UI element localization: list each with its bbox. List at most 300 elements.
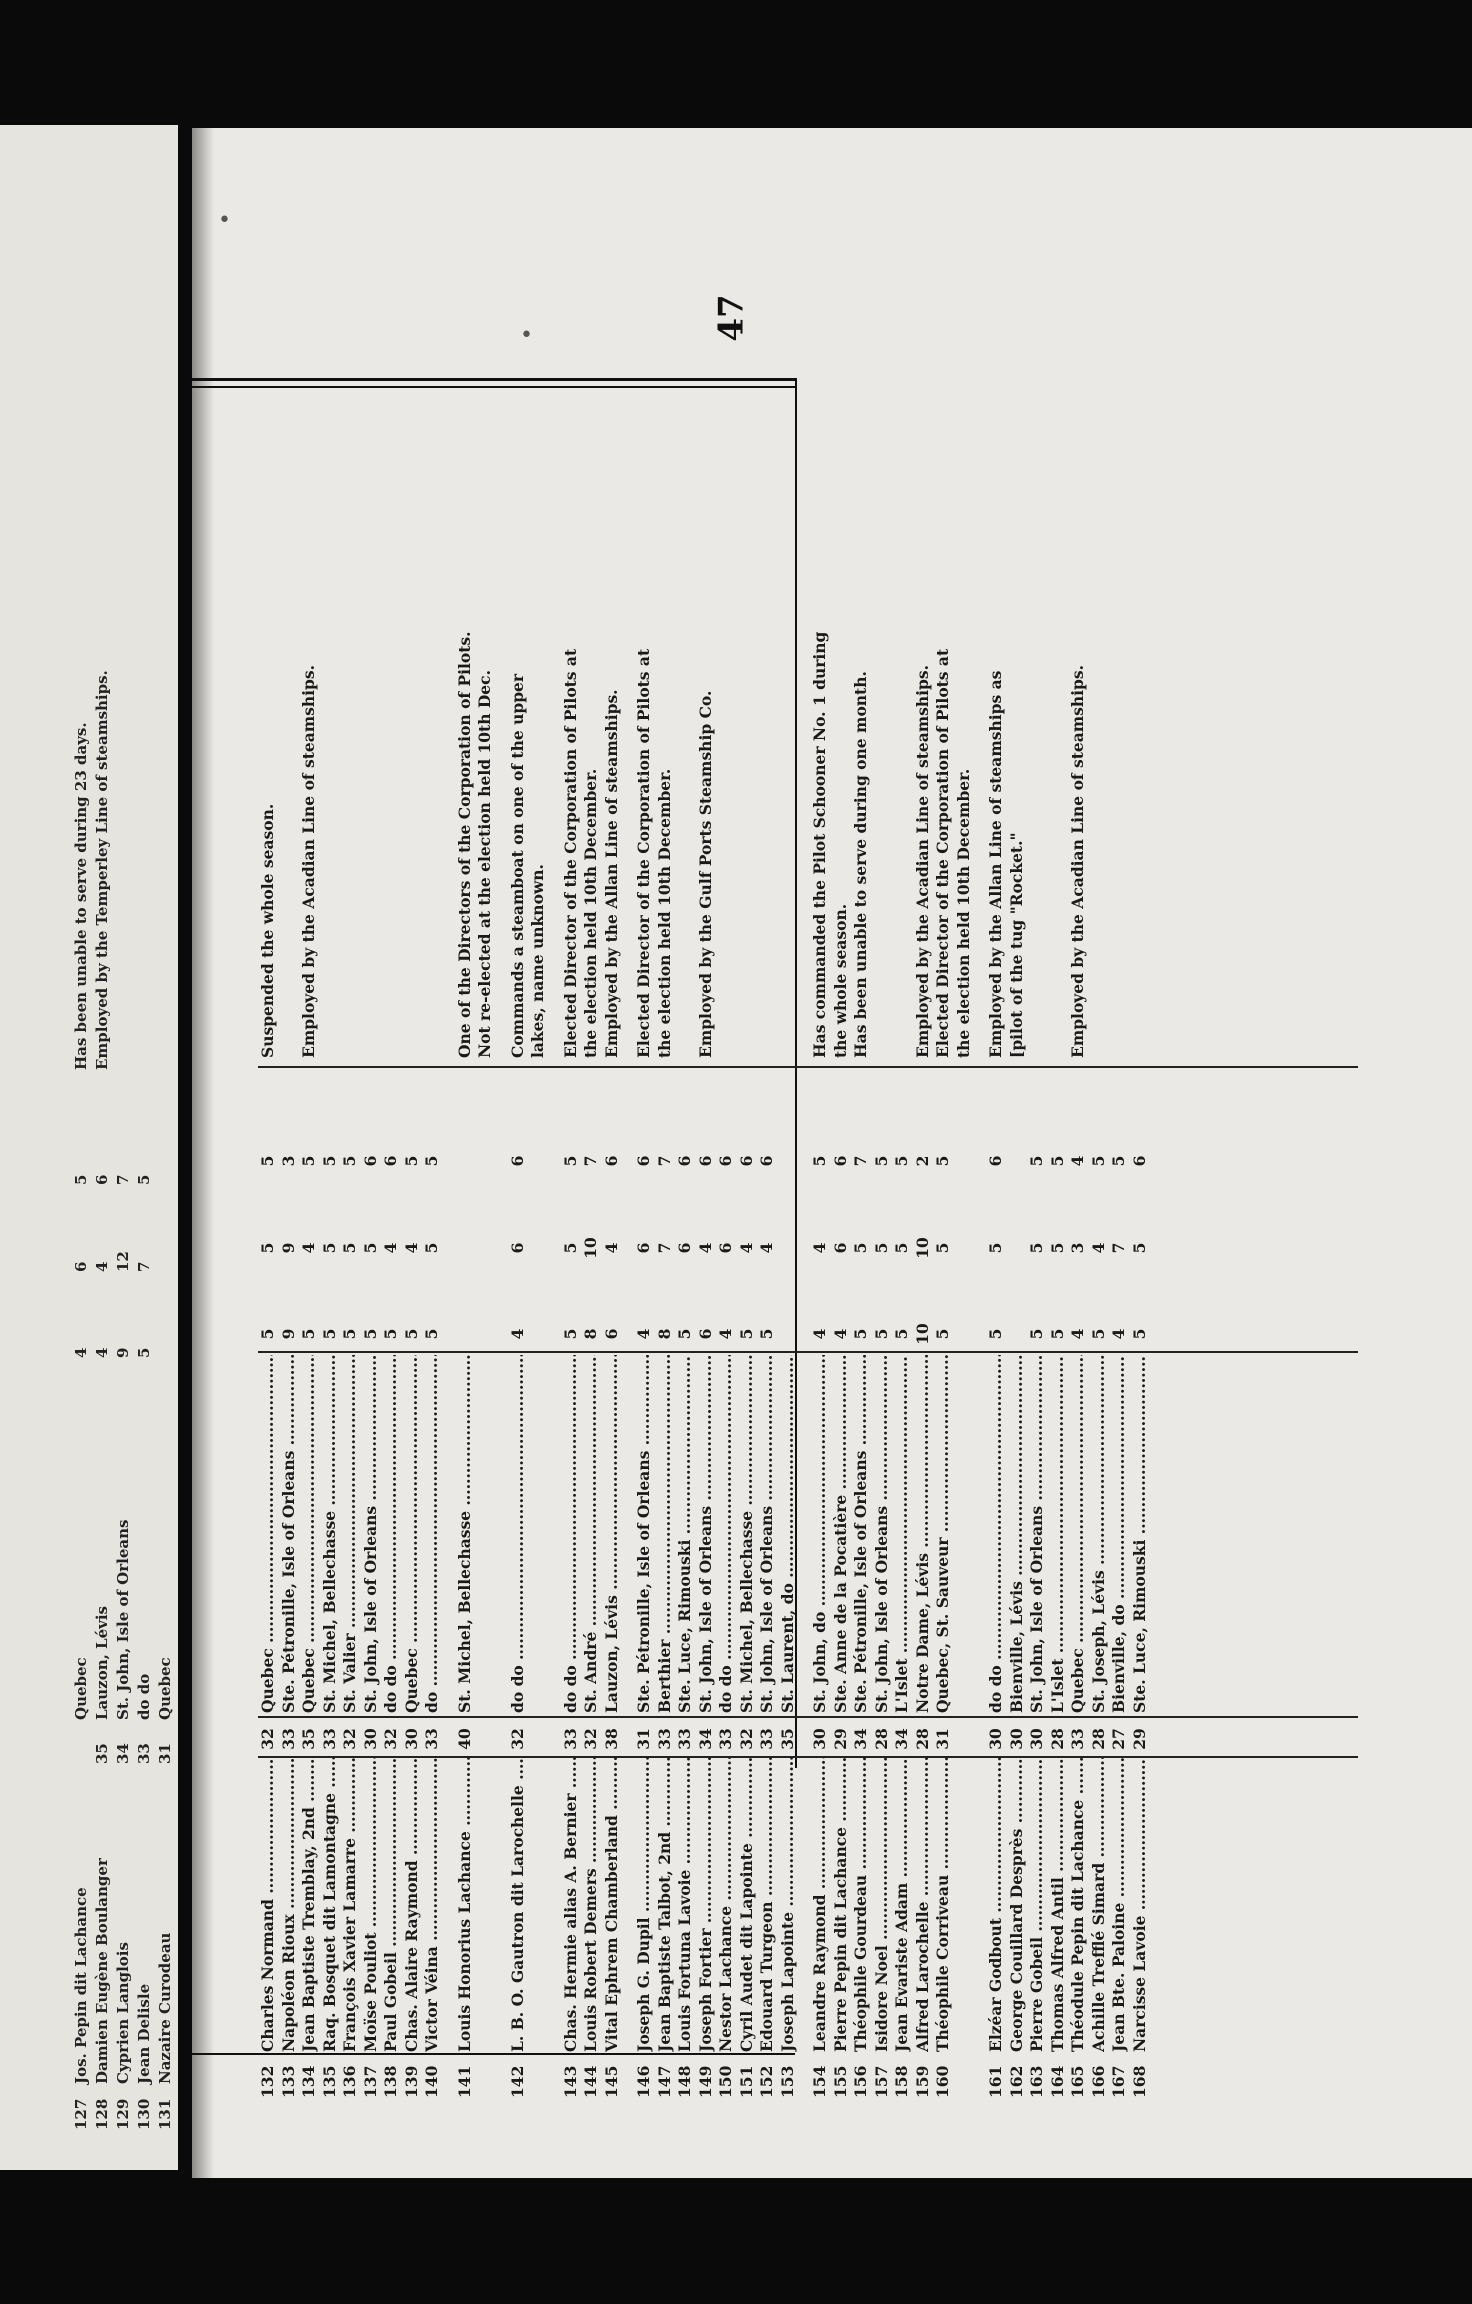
count-3: 6: [381, 1155, 400, 1167]
remarks: Employed by the Allan Line of steamships.: [601, 689, 621, 1058]
pilot-name: Théodule Pepin dit Lachance .....: [1068, 1757, 1088, 2052]
table-row: [475, 418, 496, 2098]
previous-page-residence: Quebec: [72, 1657, 90, 1720]
page-number: 47: [711, 294, 752, 342]
remarks: Has been unable to serve during one month.: [851, 671, 870, 1058]
remarks: [pilot of the tug "Rocket.": [1006, 832, 1026, 1058]
table-row: [872, 418, 893, 2098]
pilot-residence: Quebec .....: [402, 1355, 422, 1713]
previous-page-remarks: Has been unable to serve during 23 days.: [72, 722, 90, 1070]
pilot-name: Napoléon Rioux .....: [279, 1757, 299, 2052]
count-1: 4: [634, 1328, 653, 1340]
previous-page-no: 130: [135, 2098, 153, 2130]
count-2: 3: [1068, 1242, 1087, 1254]
count-2: 7: [654, 1242, 674, 1254]
table-row: [892, 418, 913, 2098]
count-2: 4: [810, 1242, 829, 1254]
previous-page-name: Jos. Pepin dit Lachance: [72, 1887, 90, 2084]
entry-number: 165: [1068, 2065, 1087, 2098]
pilot-age: 33: [422, 1728, 441, 1750]
entry-number: 154: [810, 2065, 829, 2098]
previous-page-no: 127: [72, 2098, 90, 2130]
entry-number: 167: [1109, 2065, 1128, 2098]
count-1: 5: [258, 1328, 277, 1340]
entry-number: 151: [736, 2065, 756, 2098]
count-1: 5: [1129, 1328, 1149, 1340]
previous-page-name: Cyprien Langlois: [114, 1942, 132, 2084]
previous-page-row: [135, 125, 153, 2170]
pilot-age: 33: [278, 1728, 298, 1750]
previous-page-n1: 9: [114, 1347, 132, 1358]
pilot-name: Louis Fortuna Lavoie .....: [675, 1757, 695, 2052]
document-page: [192, 128, 1472, 2178]
table-row: [1007, 418, 1028, 2098]
pilot-name: Joseph G. Dupil .....: [634, 1757, 654, 2052]
count-2: 6: [675, 1242, 694, 1254]
pilot-age: 30: [810, 1728, 829, 1750]
pilot-name: Pierre Gobeil .....: [1027, 1757, 1047, 2052]
count-3: 5: [1088, 1155, 1108, 1167]
count-3: 5: [258, 1155, 277, 1167]
entry-number: 135: [319, 2065, 339, 2098]
pilot-age: 27: [1109, 1728, 1128, 1750]
pilot-residence: St. Michel, Bellechasse .....: [455, 1355, 475, 1713]
table-row: [1089, 418, 1110, 2098]
table-row: [655, 418, 676, 2098]
pilot-residence: Bienville, do .....: [1109, 1355, 1129, 1713]
count-1: 5: [757, 1328, 776, 1340]
pilot-residence: do do .....: [716, 1355, 736, 1713]
previous-page-residence: Lauzon, Lévis: [93, 1606, 111, 1720]
pilot-residence: Ste. Luce, Rimouski .....: [675, 1355, 695, 1713]
pilot-age: 28: [871, 1728, 891, 1750]
count-3: 5: [319, 1155, 339, 1167]
pilot-age: 28: [1047, 1728, 1067, 1750]
pilot-name: Chas. Alaire Raymond .....: [402, 1757, 422, 2052]
pilot-age: 30: [986, 1728, 1005, 1750]
pilot-age: 29: [1129, 1728, 1149, 1750]
entry-number: 163: [1027, 2065, 1046, 2098]
entry-number: 156: [851, 2065, 870, 2098]
count-3: 7: [654, 1155, 674, 1167]
count-2: 4: [381, 1242, 400, 1254]
pilot-age: 31: [933, 1728, 952, 1750]
pilot-name: Isidore Noel .....: [872, 1757, 892, 2052]
table-row: [851, 418, 872, 2098]
previous-page-remarks: Employed by the Temperley Line of steamships.: [93, 670, 111, 1070]
table-row: [602, 418, 623, 2098]
residence-column-separator: [258, 1351, 1358, 1353]
previous-page-name: Nazaire Curodeau: [156, 1932, 174, 2084]
pilot-register-table: [258, 418, 1358, 2098]
pilot-name: Raq. Bosquet dit Lamontagne .....: [320, 1757, 340, 2052]
previous-page-age: 35: [93, 1743, 111, 1764]
pilot-name: Joseph Fortier .....: [696, 1757, 716, 2052]
count-2: 5: [986, 1242, 1005, 1254]
previous-page-residence: do do: [135, 1673, 153, 1720]
count-2: 4: [601, 1242, 621, 1254]
pilot-residence: St. John, Isle of Orleans .....: [872, 1355, 892, 1713]
previous-page-name: Damien Eugène Boulanger: [93, 1858, 111, 2084]
count-2: 4: [757, 1242, 776, 1254]
table-row: [422, 418, 443, 2098]
count-1: 5: [340, 1328, 359, 1340]
count-3: 6: [601, 1155, 621, 1167]
count-3: 5: [1109, 1155, 1128, 1167]
count-2: 5: [340, 1242, 359, 1254]
entry-number: 144: [581, 2065, 600, 2098]
count-1: 5: [986, 1328, 1005, 1340]
count-2: 5: [1047, 1242, 1067, 1254]
count-3: 6: [757, 1155, 776, 1167]
pilot-residence: St. Michel, Bellechasse .....: [737, 1355, 757, 1713]
remarks: Employed by the Acadian Line of steamships.: [912, 664, 932, 1058]
count-3: 5: [1047, 1155, 1067, 1167]
count-1: 5: [360, 1328, 380, 1340]
count-2: 9: [278, 1242, 298, 1254]
entry-number: 141: [454, 2065, 474, 2098]
count-1: 5: [851, 1328, 870, 1340]
previous-page-row: [72, 125, 90, 2170]
remarks: Commands a steamboat on one of the upper: [507, 673, 527, 1058]
pilot-age: 30: [360, 1728, 380, 1750]
previous-page-age: 34: [114, 1743, 132, 1764]
entry-number: 143: [560, 2065, 580, 2098]
remarks: Employed by the Allan Line of steamships as: [986, 670, 1005, 1058]
remarks: Employed by the Acadian Line of steamships.: [299, 664, 318, 1058]
table-row: [810, 418, 831, 2098]
pilot-age: 32: [581, 1728, 600, 1750]
pilot-residence: St. Laurent, do .....: [778, 1355, 798, 1713]
pilot-name: Elzéar Godbout .....: [986, 1757, 1006, 2052]
pilot-residence: Ste. Luce, Rimouski .....: [1130, 1355, 1150, 1713]
previous-page-n2: 12: [114, 1251, 132, 1272]
entry-number: 155: [830, 2065, 850, 2098]
table-row: [757, 418, 778, 2098]
count-1: 4: [716, 1328, 735, 1340]
entry-number: 152: [757, 2065, 776, 2098]
previous-page-no: 129: [114, 2098, 132, 2130]
remarks: the election held 10th December.: [581, 768, 600, 1058]
pilot-name: George Couillard Desprès .....: [1007, 1757, 1027, 2052]
count-1: 5: [892, 1328, 911, 1340]
pilot-age: 34: [892, 1728, 911, 1750]
pilot-residence: St. John, Isle of Orleans .....: [696, 1355, 716, 1713]
entry-number: 159: [912, 2065, 932, 2098]
count-3: 4: [1068, 1155, 1087, 1167]
count-3: 5: [871, 1155, 891, 1167]
pilot-name: Chas. Hermie alias A. Bernier .....: [561, 1757, 581, 2052]
count-2: 6: [830, 1242, 850, 1254]
table-row: [340, 418, 361, 2098]
table-row: [528, 418, 549, 2098]
count-3: 5: [422, 1155, 441, 1167]
previous-page-residence: St. John, Isle of Orleans: [114, 1519, 132, 1720]
count-2: 5: [871, 1242, 891, 1254]
count-2: 5: [560, 1242, 580, 1254]
table-row: [1109, 418, 1130, 2098]
count-1: 4: [810, 1328, 829, 1340]
pilot-age: 30: [1027, 1728, 1046, 1750]
pilot-name: Edouard Turgeon .....: [757, 1757, 777, 2052]
entry-number: 161: [986, 2065, 1005, 2098]
pilot-residence: St. John, Isle of Orleans .....: [1027, 1355, 1047, 1713]
count-2: 4: [695, 1242, 715, 1254]
pilot-age: 29: [830, 1728, 850, 1750]
pilot-residence: Berthier .....: [655, 1355, 675, 1713]
count-1: 8: [654, 1328, 674, 1340]
remarks: the whole season.: [830, 903, 850, 1058]
count-2: 5: [360, 1242, 380, 1254]
table-row: [778, 418, 799, 2098]
remarks: Elected Director of the Corporation of Pilots at: [634, 648, 653, 1058]
previous-page-rotated-content: [0, 125, 178, 2170]
remarks: the election held 10th December.: [953, 768, 973, 1058]
count-2: 5: [319, 1242, 339, 1254]
count-2: 5: [933, 1242, 952, 1254]
count-1: 5: [1088, 1328, 1108, 1340]
count-1: 4: [507, 1328, 527, 1340]
previous-page-residence: Quebec: [156, 1657, 174, 1720]
count-1: 4: [830, 1328, 850, 1340]
remarks: One of the Directors of the Corporation of Pilots.: [454, 631, 474, 1058]
pilot-age: 32: [258, 1728, 277, 1750]
entry-group: [810, 418, 974, 2098]
pilot-residence: St. John, Isle of Orleans .....: [361, 1355, 381, 1713]
table-row: [361, 418, 382, 2098]
pilot-name: Victor Véina .....: [422, 1757, 442, 2052]
previous-page-age: 31: [156, 1743, 174, 1764]
entry-number: 136: [340, 2065, 359, 2098]
table-row: [561, 418, 582, 2098]
pilot-name: Narcisse Lavoie .....: [1130, 1757, 1150, 2052]
pilot-age: 33: [716, 1728, 735, 1750]
pilot-age: 28: [1088, 1728, 1108, 1750]
pilot-name: Théophile Gourdeau .....: [851, 1757, 871, 2052]
pilot-age: 33: [757, 1728, 776, 1750]
entry-number: 168: [1129, 2065, 1149, 2098]
count-1: 6: [601, 1328, 621, 1340]
pilot-name: Charles Normand .....: [258, 1757, 278, 2052]
entry-number: 138: [381, 2065, 400, 2098]
pilot-residence: do do .....: [986, 1355, 1006, 1713]
pilot-age: 30: [1006, 1728, 1026, 1750]
pilot-name: Théophile Corriveau .....: [933, 1757, 953, 2052]
entry-group: [455, 418, 496, 2098]
pilot-residence: do do .....: [561, 1355, 581, 1713]
table-row: [1130, 418, 1151, 2098]
count-3: 5: [299, 1155, 318, 1167]
count-3: 5: [933, 1155, 952, 1167]
pilot-age: 35: [299, 1728, 318, 1750]
count-3: 5: [560, 1155, 580, 1167]
count-1: 10: [912, 1323, 932, 1345]
entry-number: 153: [777, 2065, 797, 2098]
count-2: 5: [1027, 1242, 1046, 1254]
count-1: 5: [1047, 1328, 1067, 1340]
table-row: [320, 418, 341, 2098]
previous-page-row: [93, 125, 111, 2170]
pilot-name: Leandre Raymond .....: [810, 1757, 830, 2052]
entry-number: 160: [933, 2065, 952, 2098]
remarks: Suspended the whole season.: [258, 803, 277, 1058]
pilot-age: 32: [736, 1728, 756, 1750]
count-1: 5: [381, 1328, 400, 1340]
count-3: 3: [278, 1155, 298, 1167]
pilot-age: 32: [381, 1728, 400, 1750]
count-1: 5: [299, 1328, 318, 1340]
ink-mark: •: [520, 323, 533, 348]
entry-number: 147: [654, 2065, 674, 2098]
pilot-residence: do .....: [422, 1355, 442, 1713]
entry-number: 139: [401, 2065, 421, 2098]
count-3: 6: [675, 1155, 694, 1167]
entry-number: 140: [422, 2065, 441, 2098]
remarks: Elected Director of the Corporation of Pilots at: [933, 648, 952, 1058]
previous-page-name: Jean Delisle: [135, 1983, 153, 2084]
pilot-residence: St. John, Isle of Orleans .....: [757, 1355, 777, 1713]
table-row: [455, 418, 476, 2098]
previous-page-n3: 5: [135, 1174, 153, 1185]
pilot-residence: Ste. Pétronille, Isle of Orleans .....: [851, 1355, 871, 1713]
count-2: 4: [299, 1242, 318, 1254]
ink-mark: •: [218, 208, 231, 233]
pilot-residence: Quebec .....: [1068, 1355, 1088, 1713]
table-row: [986, 418, 1007, 2098]
remarks: Not re-elected at the election held 10th Dec.: [475, 670, 494, 1058]
entry-number: 164: [1047, 2065, 1067, 2098]
remarks: lakes, name unknown.: [528, 864, 547, 1058]
pilot-residence: Ste. Anne de la Pocatière .....: [831, 1355, 851, 1713]
entry-number: 142: [507, 2065, 527, 2098]
pilot-name: François Xavier Lamarre .....: [340, 1757, 360, 2052]
count-3: 5: [810, 1155, 829, 1167]
count-1: 5: [736, 1328, 756, 1340]
pilot-name: Nestor Lachance .....: [716, 1757, 736, 2052]
pilot-age: 33: [560, 1728, 580, 1750]
table-row: [675, 418, 696, 2098]
table-row: [402, 418, 423, 2098]
count-1: 6: [695, 1328, 715, 1340]
previous-page-row: [156, 125, 174, 2170]
previous-page-n1: 5: [135, 1347, 153, 1358]
entry-number: 145: [601, 2065, 621, 2098]
pilot-name: Jean Evariste Adam .....: [892, 1757, 912, 2052]
count-1: 8: [581, 1328, 600, 1340]
count-3: 6: [360, 1155, 380, 1167]
pilot-name: Joseph Lapointe .....: [778, 1757, 798, 2052]
pilot-name: Louis Robert Demers .....: [581, 1757, 601, 2052]
count-1: 4: [1068, 1328, 1087, 1340]
top-double-rule-inner: [192, 386, 795, 388]
pilot-name: Louis Honorius Lachance .....: [455, 1757, 475, 2052]
count-3: 7: [581, 1155, 600, 1167]
pilot-name: Pierre Pepin dit Lachance .....: [831, 1757, 851, 2052]
count-3: 5: [1027, 1155, 1046, 1167]
count-1: 5: [871, 1328, 891, 1340]
pilot-name: Achille Trefflé Simard .....: [1089, 1757, 1109, 2052]
pilot-residence: Ste. Pétronille, Isle of Orleans .....: [279, 1355, 299, 1713]
pilot-age: 32: [340, 1728, 359, 1750]
entry-group: [986, 418, 1150, 2098]
previous-page-n2: 6: [72, 1261, 90, 1272]
pilot-residence: St. Valier .....: [340, 1355, 360, 1713]
count-1: 5: [675, 1328, 694, 1340]
entry-group: [561, 418, 623, 2098]
pilot-age: 28: [912, 1728, 932, 1750]
count-2: 4: [401, 1242, 421, 1254]
count-3: 6: [634, 1155, 653, 1167]
pilot-residence: St. John, do .....: [810, 1355, 830, 1713]
pilot-age: 35: [777, 1728, 797, 1750]
count-2: 5: [851, 1242, 870, 1254]
entry-number: 146: [634, 2065, 653, 2098]
remarks: the election held 10th December.: [654, 768, 674, 1058]
entry-number: 134: [299, 2065, 318, 2098]
pilot-age: 33: [654, 1728, 674, 1750]
count-3: 5: [340, 1155, 359, 1167]
pilot-residence: Ste. Pétronille, Isle of Orleans .....: [634, 1355, 654, 1713]
entry-number: 157: [871, 2065, 891, 2098]
pilot-age: 32: [507, 1728, 527, 1750]
count-1: 9: [278, 1328, 298, 1340]
entry-number: 132: [258, 2065, 277, 2098]
pilot-residence: Quebec .....: [299, 1355, 319, 1713]
table-row: [1048, 418, 1069, 2098]
count-3: 6: [986, 1155, 1005, 1167]
pilot-age: 33: [1068, 1728, 1087, 1750]
count-2: 6: [507, 1242, 527, 1254]
count-3: 6: [716, 1155, 735, 1167]
remarks: Employed by the Gulf Ports Steamship Co.: [695, 690, 715, 1058]
previous-page-row: [114, 125, 132, 2170]
count-3: 6: [1129, 1155, 1149, 1167]
count-1: 5: [933, 1328, 952, 1340]
count-1: 5: [422, 1328, 441, 1340]
count-2: 5: [258, 1242, 277, 1254]
entry-group: [258, 418, 443, 2098]
pilot-residence: Bienville, Lévis .....: [1007, 1355, 1027, 1713]
entry-group: [634, 418, 798, 2098]
pilot-age: 33: [319, 1728, 339, 1750]
pilot-residence: do do .....: [508, 1355, 528, 1713]
count-1: 5: [560, 1328, 580, 1340]
pilot-name: Paul Gobeil .....: [381, 1757, 401, 2052]
count-3: 5: [401, 1155, 421, 1167]
count-1: 5: [1027, 1328, 1046, 1340]
remarks: Has commanded the Pilot Schooner No. 1 during: [810, 631, 829, 1058]
pilot-name: Alfred Larochelle .....: [913, 1757, 933, 2052]
table-row: [381, 418, 402, 2098]
pilot-name: Jean Baptiste Talbot, 2nd .....: [655, 1757, 675, 2052]
entry-number: 162: [1006, 2065, 1026, 2098]
count-3: 2: [912, 1155, 932, 1167]
table-row: [933, 418, 954, 2098]
count-3: 5: [892, 1155, 911, 1167]
entry-number: 150: [716, 2065, 735, 2098]
table-row: [258, 418, 279, 2098]
pilot-name: Thomas Alfred Antil .....: [1048, 1757, 1068, 2052]
table-row: [634, 418, 655, 2098]
previous-page-n2: 4: [93, 1261, 111, 1272]
previous-page-n1: 4: [72, 1347, 90, 1358]
entry-number: 148: [675, 2065, 694, 2098]
previous-page-n3: 5: [72, 1174, 90, 1185]
pilot-residence: St. Michel, Bellechasse .....: [320, 1355, 340, 1713]
previous-page-n3: 7: [114, 1174, 132, 1185]
count-3: 6: [736, 1155, 756, 1167]
count-2: 4: [736, 1242, 756, 1254]
